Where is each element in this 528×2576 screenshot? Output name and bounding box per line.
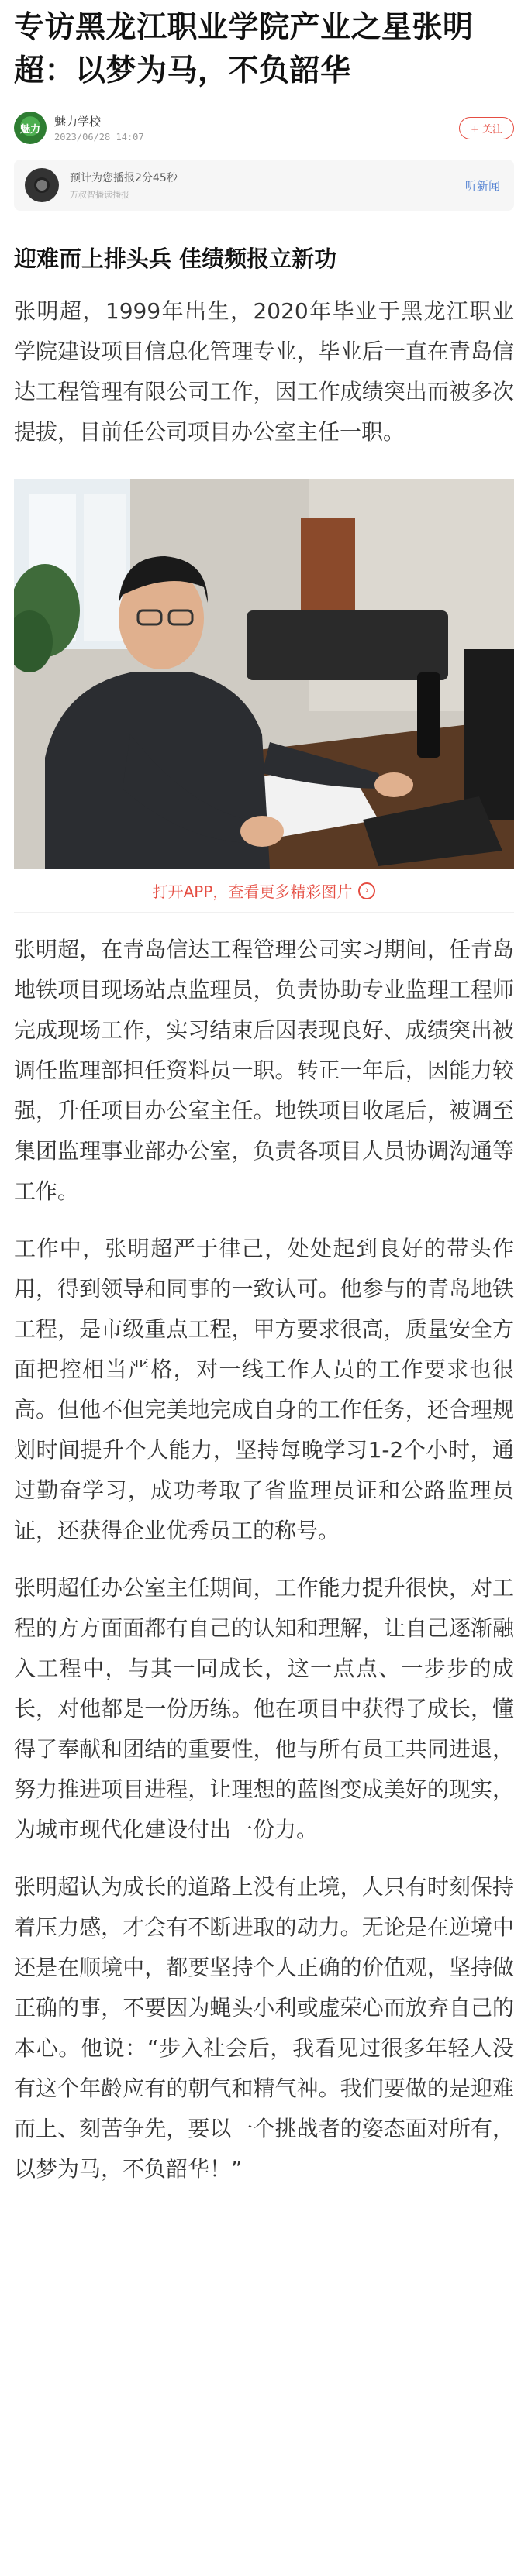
- article-photo[interactable]: [14, 479, 514, 869]
- follow-label: + 关注: [470, 123, 502, 136]
- paragraph-5: 张明超认为成长的道路上没有止境，人只有时刻保持着压力感，才会有不断进取的动力。无论是在逆境中还是在顺境中，都要坚持个人正确的价值观，坚持做正确的事，不要因为蝇头小利或虚荣心而放弃自己的本心。他说：“步入社会后，我看见过很多年轻人没有这个年龄应有的朝气和精气神。我们要做的是迎难而上、刻苦争先，要以一个挑战者的姿态面对所有，以梦为马，不负韶华！”: [14, 1874, 514, 2182]
- audio-source: 万叔智播读播报: [70, 190, 129, 200]
- audio-meta: [70, 170, 465, 201]
- paragraph-1: 张明超，1999年出生，2020年毕业于黑龙江职业学院建设项目信息化管理专业，毕业后一直在青岛信达工程管理有限公司工作，因工作成绩突出而被多次提拔，目前任公司项目办公室主任一职。: [14, 298, 514, 445]
- paragraph-3: 工作中，张明超严于律己，处处起到良好的带头作用，得到领导和同事的一致认可。他参与的青岛地铁工程，是市级重点工程，甲方要求很高，质量安全方面把控相当严格，对一线工作人员的工作要求也很高。但他不但完美地完成自身的工作任务，还合理规划时间提升个人能力，坚持每晚学习1-2个小时，通过勤奋学习，成功考取了省监理员证和公路监理员证，还获得企业优秀员工的称号。: [14, 1236, 514, 1543]
- open-app-link[interactable]: [14, 869, 514, 913]
- audio-duration: 预计为您播报2分45秒: [70, 172, 178, 184]
- office-photo-illustration: [14, 479, 514, 869]
- author-row: [14, 107, 514, 149]
- audio-disc-icon[interactable]: [25, 168, 59, 202]
- publish-date: 2023/06/28 14:07: [54, 132, 144, 143]
- listen-news-button[interactable]: 听新闻: [464, 178, 500, 193]
- article-title: 专访黑龙江职业学院产业之星张明超：以梦为马，不负韶华: [14, 10, 474, 88]
- follow-button[interactable]: [459, 117, 514, 139]
- paragraph-4: 张明超任办公室主任期间，工作能力提升很快，对工程的方方面面都有自己的认知和理解，让自己逐渐融入工程中，与其一同成长，这一点点、一步步的成长，对他都是一份历练。他在项目中获得了成长，懂得了奉献和团结的重要性，他与所有员工共同进退，努力推进项目进程，让理想的蓝图变成美好的现实，为城市现代化建设付出一份力。: [14, 1575, 514, 1842]
- author-name[interactable]: 魅力学校: [54, 115, 102, 129]
- chevron-right-icon: ›: [358, 882, 375, 899]
- avatar[interactable]: [14, 112, 47, 144]
- open-app-label: 打开APP，查看更多精彩图片: [152, 882, 353, 901]
- author-meta: [54, 113, 459, 143]
- avatar-text: 魅力: [19, 123, 40, 136]
- audio-player[interactable]: [14, 160, 514, 211]
- paragraph-2: 张明超，在青岛信达工程管理公司实习期间，任青岛地铁项目现场站点监理员，负责协助专业监理工程师完成现场工作，实习结束后因表现良好、成绩突出被调任监理部担任资料员一职。转正一年后，因能力较强，升任项目办公室主任。地铁项目收尾后，被调至集团监理事业部办公室，负责各项目人员协调沟通等工作。: [14, 937, 514, 1204]
- section-heading: 迎难而上排头兵 佳绩频报立新功: [14, 246, 337, 272]
